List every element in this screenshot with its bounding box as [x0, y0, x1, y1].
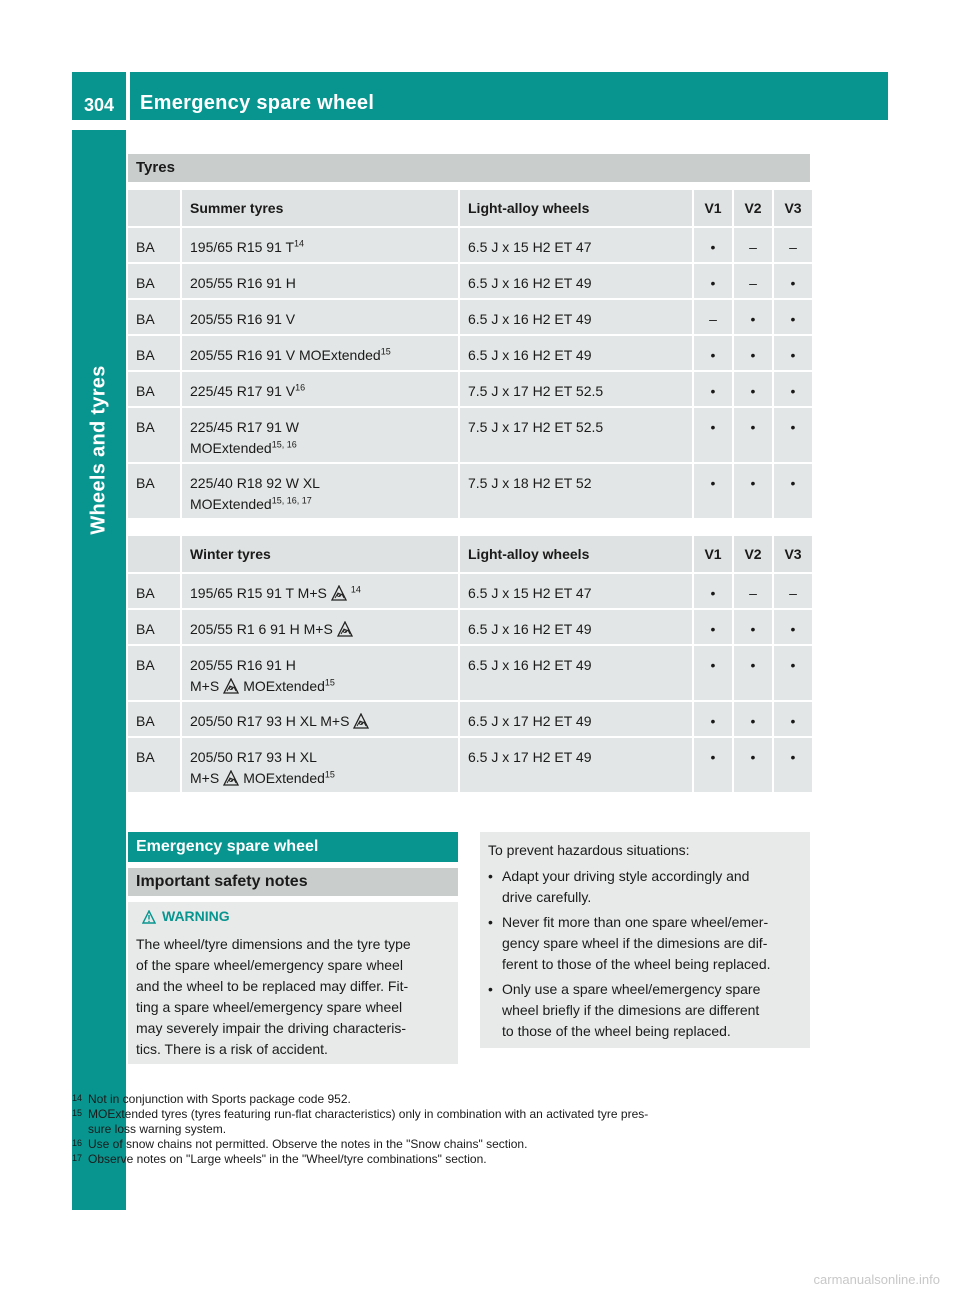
variant-cell-v2 — [734, 336, 772, 370]
header-cell — [774, 190, 812, 226]
hazard-intro: To prevent hazardous situations: — [488, 842, 690, 858]
tyre-line — [190, 619, 357, 640]
code-text: BA — [136, 749, 155, 765]
tyre-size: 225/45 R17 91 W — [190, 419, 299, 435]
wheel-cell — [460, 738, 692, 792]
subsection-title-bar — [128, 868, 458, 896]
tyre-size: 205/55 R16 91 H — [190, 657, 296, 673]
variant-mark: • — [710, 657, 716, 673]
tyre-cell — [182, 372, 458, 406]
header-divider — [126, 72, 130, 120]
chapter-side-tab-label: Wheels and tyres — [87, 365, 110, 535]
header-cell-text: V1 — [704, 546, 722, 562]
variant-cell-v3 — [774, 300, 812, 334]
tyre-text — [190, 711, 373, 732]
tyre-line — [190, 711, 373, 732]
variant-mark: • — [710, 419, 716, 435]
tyre-footnote-ref: 16 — [295, 382, 306, 393]
table-row — [128, 464, 812, 518]
variant-mark: • — [790, 475, 796, 491]
variant-mark: • — [750, 749, 756, 765]
variant-cell-v1 — [694, 464, 732, 518]
variant-mark: • — [710, 475, 716, 491]
hazard-bullet — [488, 912, 808, 975]
code-cell — [128, 610, 180, 644]
wheel-text: 6.5 J x 16 H2 ET 49 — [468, 621, 592, 637]
header-cell-text: V3 — [784, 200, 802, 216]
code-cell — [128, 408, 180, 462]
warning-line: ting a spare wheel/emergency spare wheel — [136, 999, 403, 1015]
tyre-line-2 — [190, 438, 299, 459]
warning-label: WARNING — [162, 908, 230, 924]
variant-cell-v2 — [734, 264, 772, 298]
tyre-cell — [182, 408, 458, 462]
subsection-title: Important safety notes — [136, 873, 308, 890]
table-row — [128, 264, 812, 298]
footnote-line: sure loss warning system. — [88, 1122, 227, 1136]
tyre-line — [190, 417, 299, 438]
tyre-text — [190, 417, 299, 459]
tyres-title-text: Tyres — [136, 159, 175, 176]
variant-mark: • — [710, 585, 716, 601]
variant-cell-v3 — [774, 574, 812, 608]
variant-mark: • — [710, 713, 716, 729]
warning-line: The wheel/tyre dimensions and the tyre type — [136, 936, 411, 952]
table-row — [128, 702, 812, 736]
variant-mark: – — [709, 311, 717, 327]
variant-cell-v3 — [774, 408, 812, 462]
tyre-text — [190, 747, 335, 789]
tyre-line-2 — [190, 768, 335, 789]
variant-cell-v1 — [694, 300, 732, 334]
tyre-footnote-ref: 15 — [380, 346, 391, 357]
tyre-line — [190, 273, 296, 294]
code-cell — [128, 464, 180, 518]
table-header-row — [128, 190, 812, 226]
wheel-text: 7.5 J x 18 H2 ET 52 — [468, 475, 592, 491]
table-row — [128, 408, 812, 462]
variant-cell-v3 — [774, 610, 812, 644]
variant-mark: – — [749, 275, 757, 291]
footnote — [72, 1137, 816, 1152]
variant-cell-v1 — [694, 372, 732, 406]
variant-mark: – — [749, 585, 757, 601]
snowflake-mountain-icon — [223, 770, 239, 786]
page-number: 304 — [84, 95, 115, 115]
table-row — [128, 574, 812, 608]
warning-heading — [142, 908, 230, 924]
tyre-line — [190, 747, 335, 768]
table-row — [128, 610, 812, 644]
tyre-text — [190, 237, 304, 258]
hazard-notes-box — [480, 832, 810, 1048]
header-cell — [460, 190, 692, 226]
snowflake-mountain-icon — [331, 585, 347, 601]
variant-mark: • — [790, 275, 796, 291]
snowflake-mountain-icon — [337, 621, 353, 637]
tyre-cell — [182, 738, 458, 792]
variant-cell-v3 — [774, 264, 812, 298]
variant-cell-v3 — [774, 372, 812, 406]
code-text: BA — [136, 585, 155, 601]
header-cell — [128, 190, 180, 226]
tyre-cell — [182, 574, 458, 608]
tyre-footnote-ref: 14 — [294, 238, 305, 249]
wheel-cell — [460, 408, 692, 462]
code-text: BA — [136, 311, 155, 327]
wheel-cell — [460, 372, 692, 406]
footnote — [72, 1107, 816, 1137]
tyre-line-2 — [190, 494, 320, 515]
tyre-line — [190, 655, 335, 676]
tyre-ms-label: M+S — [190, 770, 220, 786]
hazard-bullet-line: drive carefully. — [502, 889, 592, 905]
hazard-bullet-line: • Only use a spare wheel/emergency spare — [502, 981, 761, 997]
variant-mark: • — [790, 657, 796, 673]
tyre-extended-label: MOExtended — [243, 678, 325, 694]
variant-mark: • — [790, 621, 796, 637]
tyre-text — [190, 473, 320, 515]
table-row — [128, 738, 812, 792]
tyre-extended-label: MOExtended — [243, 770, 325, 786]
variant-mark: • — [790, 749, 796, 765]
tyre-text — [190, 619, 357, 640]
page-title: Emergency spare wheel — [140, 92, 375, 114]
section-title: Emergency spare wheel — [136, 838, 319, 855]
warning-line: tics. There is a risk of accident. — [136, 1041, 328, 1057]
variant-cell-v2 — [734, 372, 772, 406]
variant-mark: – — [789, 239, 797, 255]
footnotes — [72, 1092, 816, 1167]
variant-mark: – — [749, 239, 757, 255]
variant-mark: • — [790, 383, 796, 399]
variant-cell-v1 — [694, 574, 732, 608]
variant-cell-v2 — [734, 574, 772, 608]
code-text: BA — [136, 347, 155, 363]
tyre-extended-label: MOExtended — [190, 496, 272, 512]
code-text: BA — [136, 475, 155, 491]
header-cell — [128, 536, 180, 572]
code-cell — [128, 228, 180, 262]
tyre-line — [190, 473, 320, 494]
footnote-number: 15 — [72, 1108, 83, 1118]
wheel-text: 7.5 J x 17 H2 ET 52.5 — [468, 383, 604, 399]
header-cell — [460, 536, 692, 572]
warning-text — [136, 934, 452, 1060]
variant-cell-v2 — [734, 464, 772, 518]
table-row — [128, 646, 812, 700]
header-cell-text: Winter tyres — [190, 546, 271, 562]
header-cell-text: Light-alloy wheels — [468, 546, 590, 562]
header-cell-text: V1 — [704, 200, 722, 216]
hazard-list — [488, 866, 808, 1046]
variant-mark: • — [750, 657, 756, 673]
header-cell — [694, 536, 732, 572]
hazard-bullet — [488, 979, 808, 1042]
hazard-bullet — [488, 866, 808, 908]
header-cell — [182, 190, 458, 226]
tyre-cell — [182, 464, 458, 518]
variant-cell-v2 — [734, 738, 772, 792]
tyre-text — [190, 309, 295, 330]
wheel-cell — [460, 646, 692, 700]
tyre-cell — [182, 300, 458, 334]
footnote-line: Not in conjunction with Sports package code 952. — [88, 1092, 351, 1106]
variant-mark: • — [790, 713, 796, 729]
page-header — [72, 72, 888, 120]
code-text: BA — [136, 713, 155, 729]
tyre-line — [190, 381, 305, 402]
variant-mark: • — [750, 621, 756, 637]
header-cell-text: Light-alloy wheels — [468, 200, 590, 216]
hazard-bullet-line: ferent to those of the wheel being replaced. — [502, 956, 771, 972]
header-cell-text: V3 — [784, 546, 802, 562]
footnote-number: 17 — [72, 1153, 83, 1163]
tyre-cell — [182, 264, 458, 298]
wheel-text: 6.5 J x 16 H2 ET 49 — [468, 657, 592, 673]
tyre-line — [190, 583, 361, 604]
tyre-footnote-ref: 15 — [324, 677, 335, 688]
wheel-text: 6.5 J x 17 H2 ET 49 — [468, 713, 592, 729]
hazard-bullet-line: to those of the wheel being replaced. — [502, 1023, 731, 1039]
code-cell — [128, 336, 180, 370]
variant-cell-v1 — [694, 264, 732, 298]
section-title-bar — [128, 832, 458, 862]
variant-mark: • — [790, 347, 796, 363]
code-cell — [128, 574, 180, 608]
variant-mark: • — [790, 419, 796, 435]
wheel-text: 6.5 J x 17 H2 ET 49 — [468, 749, 592, 765]
header-cell-text: Summer tyres — [190, 200, 284, 216]
footnote — [72, 1152, 816, 1167]
tyre-footnote-ref: 15, 16 — [271, 439, 297, 450]
variant-mark: • — [750, 347, 756, 363]
wheel-cell — [460, 300, 692, 334]
header-cell-text: V2 — [744, 200, 762, 216]
variant-cell-v2 — [734, 702, 772, 736]
wheel-text: 6.5 J x 16 H2 ET 49 — [468, 275, 592, 291]
variant-mark: • — [710, 621, 716, 637]
variant-cell-v3 — [774, 646, 812, 700]
variant-mark: • — [710, 275, 716, 291]
variant-mark: • — [750, 475, 756, 491]
code-cell — [128, 372, 180, 406]
tyre-line — [190, 237, 304, 258]
tyre-size: 225/40 R18 92 W XL — [190, 475, 320, 491]
tyre-line-2 — [190, 676, 335, 697]
wheel-cell — [460, 702, 692, 736]
tyre-text — [190, 345, 391, 366]
table-row — [128, 372, 812, 406]
tyre-size: 225/45 R17 91 V — [190, 383, 296, 399]
warning-box — [128, 902, 458, 1064]
tyre-footnote-ref: 15, 16, 17 — [271, 495, 312, 506]
footnote — [72, 1092, 816, 1107]
wheel-text: 6.5 J x 16 H2 ET 49 — [468, 347, 592, 363]
tyre-footnote-ref: 14 — [350, 584, 361, 595]
tyre-size: 205/55 R1 6 91 H M+S — [190, 621, 333, 637]
variant-mark: • — [750, 713, 756, 729]
variant-mark: • — [750, 311, 756, 327]
variant-cell-v3 — [774, 336, 812, 370]
wheel-text: 6.5 J x 16 H2 ET 49 — [468, 311, 592, 327]
wheel-cell — [460, 610, 692, 644]
warning-line: may severely impair the driving characteris- — [136, 1020, 406, 1036]
wheel-cell — [460, 336, 692, 370]
variant-cell-v3 — [774, 228, 812, 262]
code-text: BA — [136, 419, 155, 435]
variant-mark: • — [710, 347, 716, 363]
variant-cell-v2 — [734, 646, 772, 700]
table-row — [128, 300, 812, 334]
snowflake-mountain-icon — [223, 678, 239, 694]
footnote-line: Use of snow chains not permitted. Observe the notes in the "Snow chains" section. — [88, 1137, 528, 1151]
variant-mark: • — [710, 239, 716, 255]
code-cell — [128, 646, 180, 700]
variant-cell-v2 — [734, 228, 772, 262]
tyre-line — [190, 309, 295, 330]
tyre-text — [190, 655, 335, 697]
tyre-size: 195/65 R15 91 T M+S — [190, 585, 327, 601]
wheel-text: 6.5 J x 15 H2 ET 47 — [468, 585, 592, 601]
watermark: carmanualsonline.info — [813, 1272, 940, 1287]
table-row — [128, 336, 812, 370]
code-cell — [128, 300, 180, 334]
variant-mark: • — [750, 383, 756, 399]
header-cell — [694, 190, 732, 226]
tyre-text — [190, 381, 305, 402]
tyre-cell — [182, 610, 458, 644]
wheel-cell — [460, 228, 692, 262]
hazard-bullet-line: wheel briefly if the dimesions are different — [502, 1002, 760, 1018]
variant-cell-v2 — [734, 408, 772, 462]
code-cell — [128, 264, 180, 298]
code-text: BA — [136, 657, 155, 673]
tyre-size: 205/55 R16 91 V — [190, 311, 296, 327]
variant-cell-v1 — [694, 610, 732, 644]
tyre-line — [190, 345, 391, 366]
header-cell — [774, 536, 812, 572]
tyre-text — [190, 583, 361, 604]
variant-cell-v3 — [774, 702, 812, 736]
tyre-size: 205/50 R17 93 H XL M+S — [190, 713, 350, 729]
variant-cell-v1 — [694, 738, 732, 792]
header-cell — [734, 190, 772, 226]
footnote-line: MOExtended tyres (tyres featuring run-flat characteristics) only in combination with an activated tyre pres- — [88, 1107, 649, 1121]
warning-line: and the wheel to be replaced may differ. Fit- — [136, 978, 409, 994]
wheel-cell — [460, 574, 692, 608]
warning-triangle-icon — [142, 910, 156, 924]
variant-cell-v3 — [774, 464, 812, 518]
chapter-side-tab-label-box — [72, 130, 126, 770]
footnote-number: 16 — [72, 1138, 83, 1148]
code-text: BA — [136, 621, 155, 637]
tyre-size: 205/55 R16 91 H — [190, 275, 296, 291]
code-text: BA — [136, 275, 155, 291]
hazard-bullet-line: • Never fit more than one spare wheel/emer- — [502, 914, 769, 930]
tyre-cell — [182, 336, 458, 370]
variant-cell-v1 — [694, 646, 732, 700]
variant-cell-v1 — [694, 702, 732, 736]
wheel-text: 7.5 J x 17 H2 ET 52.5 — [468, 419, 604, 435]
tyre-cell — [182, 646, 458, 700]
code-text: BA — [136, 239, 155, 255]
code-cell — [128, 702, 180, 736]
tyre-size: 205/55 R16 91 V MOExtended — [190, 347, 381, 363]
hazard-bullet-line: gency spare wheel if the dimesions are dif- — [502, 935, 768, 951]
tyre-cell — [182, 228, 458, 262]
code-cell — [128, 738, 180, 792]
variant-cell-v2 — [734, 300, 772, 334]
variant-cell-v3 — [774, 738, 812, 792]
variant-cell-v2 — [734, 610, 772, 644]
header-cell-text: V2 — [744, 546, 762, 562]
wheel-text: 6.5 J x 15 H2 ET 47 — [468, 239, 592, 255]
tyre-text — [190, 273, 296, 294]
variant-mark: • — [710, 749, 716, 765]
variant-mark: • — [790, 311, 796, 327]
tyres-table-title — [128, 154, 810, 182]
variant-cell-v1 — [694, 228, 732, 262]
header-cell — [734, 536, 772, 572]
variant-mark: – — [789, 585, 797, 601]
variant-cell-v1 — [694, 336, 732, 370]
header-cell — [182, 536, 458, 572]
snowflake-mountain-icon — [353, 713, 369, 729]
table-header-row — [128, 536, 812, 572]
code-text: BA — [136, 383, 155, 399]
hazard-bullet-line: • Adapt your driving style accordingly and — [502, 868, 750, 884]
tyre-footnote-ref: 15 — [324, 769, 335, 780]
warning-line: of the spare wheel/emergency spare wheel — [136, 957, 403, 973]
tyre-ms-label: M+S — [190, 678, 220, 694]
tyre-size: 195/65 R15 91 T — [190, 239, 295, 255]
variant-mark: • — [710, 383, 716, 399]
variant-cell-v1 — [694, 408, 732, 462]
tyre-size: 205/50 R17 93 H XL — [190, 749, 317, 765]
wheel-cell — [460, 464, 692, 518]
variant-mark: • — [750, 419, 756, 435]
table-row — [128, 228, 812, 262]
footnote-line: Observe notes on "Large wheels" in the "Wheel/tyre combinations" section. — [88, 1152, 487, 1166]
tyre-extended-label: MOExtended — [190, 440, 272, 456]
tyre-cell — [182, 702, 458, 736]
wheel-cell — [460, 264, 692, 298]
footnote-number: 14 — [72, 1093, 83, 1103]
